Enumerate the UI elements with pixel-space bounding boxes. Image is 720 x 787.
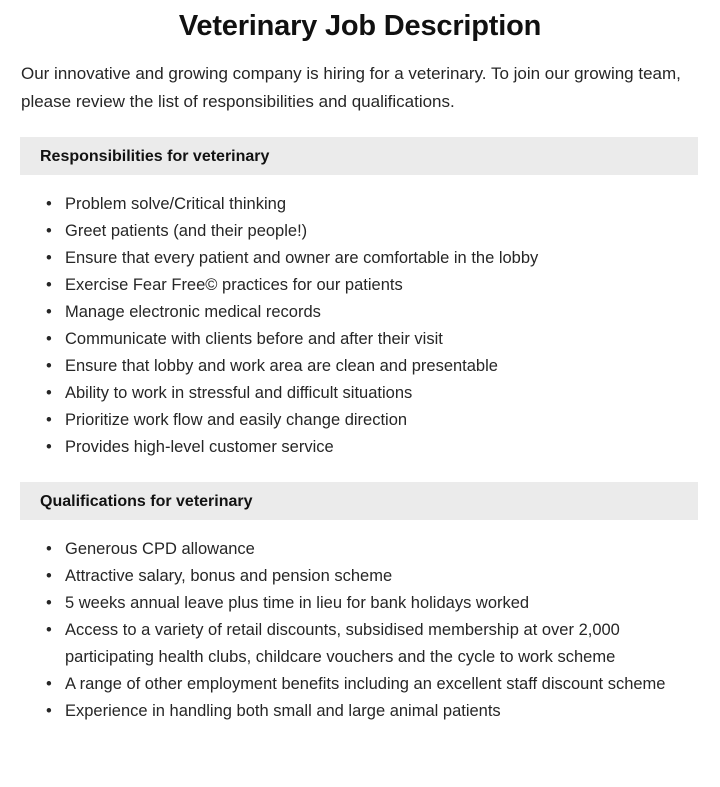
list-item: • Provides high-level customer service xyxy=(46,434,696,461)
list-item: • Greet patients (and their people!) xyxy=(46,218,696,245)
intro-paragraph: Our innovative and growing company is hiring for a veterinary. To join our growing team, please review the list of responsibilities and qualifications. xyxy=(21,64,681,112)
qualifications-header-bar xyxy=(20,482,698,520)
list-item: • A range of other employment benefits including an excellent staff discount scheme xyxy=(46,671,696,698)
qualifications-heading: Qualifications for veterinary xyxy=(40,492,253,510)
list-item: • Ensure that lobby and work area are clean and presentable xyxy=(46,353,696,380)
list-item: • Communicate with clients before and after their visit xyxy=(46,326,696,353)
page-title: Veterinary Job Description xyxy=(178,10,542,42)
list-item: • Prioritize work flow and easily change direction xyxy=(46,407,696,434)
list-item: • Access to a variety of retail discounts, subsidised membership at over 2,000 participating health clubs, childcare vouchers and the cycle to work scheme xyxy=(46,617,696,671)
responsibilities-list xyxy=(0,175,720,461)
list-item: • Experience in handling both small and large animal patients xyxy=(46,698,696,725)
list-item: • Generous CPD allowance xyxy=(46,536,696,563)
section-responsibilities xyxy=(0,137,720,461)
list-item: • Attractive salary, bonus and pension scheme xyxy=(46,563,696,590)
list-item: • 5 weeks annual leave plus time in lieu for bank holidays worked xyxy=(46,590,696,617)
responsibilities-heading: Responsibilities for veterinary xyxy=(40,147,270,165)
list-item: • Manage electronic medical records xyxy=(46,299,696,326)
list-item: • Exercise Fear Free© practices for our patients xyxy=(46,272,696,299)
list-item: • Ensure that every patient and owner are comfortable in the lobby xyxy=(46,245,696,272)
list-item: • Ability to work in stressful and difficult situations xyxy=(46,380,696,407)
qualifications-list xyxy=(0,520,720,725)
list-item: • Problem solve/Critical thinking xyxy=(46,191,696,218)
responsibilities-header-bar xyxy=(20,137,698,175)
section-qualifications xyxy=(0,482,720,725)
